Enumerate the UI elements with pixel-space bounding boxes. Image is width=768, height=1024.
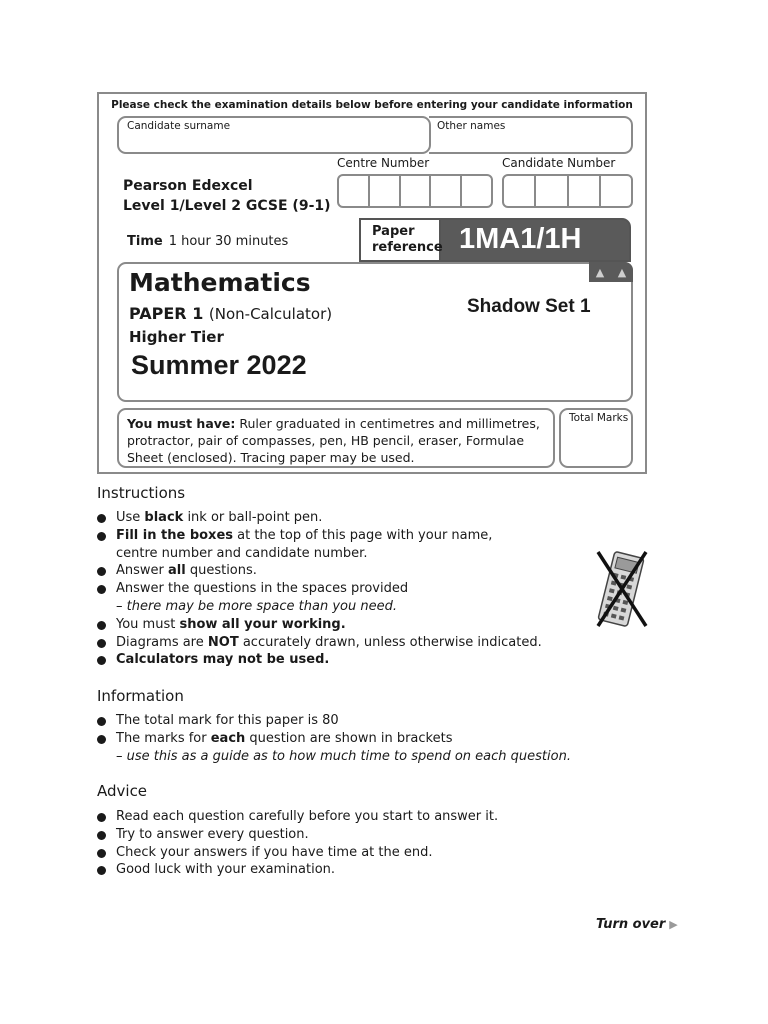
turn-over xyxy=(596,917,678,932)
list-item-emphasis: all xyxy=(168,563,186,579)
list-item-text: You must xyxy=(116,616,180,632)
list-item xyxy=(97,844,498,862)
list-item-text: accurately drawn, unless otherwise indicated. xyxy=(238,634,542,650)
list-item-text: Try to answer every question. xyxy=(116,826,309,842)
list-item-text: Diagrams are xyxy=(116,634,208,650)
exam-header-form xyxy=(97,92,647,474)
list-item-note: – use this as a guide as to how much time to spend on each question. xyxy=(116,748,571,764)
list-item-emphasis: NOT xyxy=(207,634,239,650)
information-heading: Information xyxy=(97,687,184,705)
must-have-text xyxy=(127,415,543,466)
paper-number xyxy=(129,304,332,323)
centre-number-label: Centre Number xyxy=(337,156,430,170)
exam-session: Summer 2022 xyxy=(131,350,307,380)
candidate-digit-box[interactable] xyxy=(536,176,568,206)
list-item xyxy=(97,826,498,844)
paper-number-text: PAPER 1 xyxy=(129,304,204,323)
list-item-text: Read each question carefully before you start to answer it. xyxy=(116,809,499,824)
advice-list xyxy=(97,808,498,879)
candidate-digit-box[interactable] xyxy=(569,176,601,206)
list-item-text: Check your answers if you have time at the end. xyxy=(116,844,433,860)
list-item-text: questions. xyxy=(185,563,257,579)
list-item-text: Answer the questions in the spaces provided xyxy=(116,581,409,597)
other-names-label: Other names xyxy=(437,120,506,132)
paper-reference-label xyxy=(361,220,441,260)
paper-code: 1MA1/1H xyxy=(459,223,582,255)
list-item-text: ink or ball-point pen. xyxy=(183,510,323,525)
no-calculator-icon xyxy=(592,548,650,630)
tier: Higher Tier xyxy=(129,328,224,346)
list-item xyxy=(97,616,542,634)
arrow-tabs xyxy=(589,262,633,282)
turn-over-text: Turn over xyxy=(596,917,666,932)
paper-reference xyxy=(359,218,631,262)
exam-board xyxy=(123,176,331,216)
list-item xyxy=(97,712,571,730)
list-item-text: Answer xyxy=(116,563,169,579)
list-item-emphasis: each xyxy=(210,730,246,746)
advice-heading: Advice xyxy=(97,782,148,800)
candidate-number-boxes[interactable] xyxy=(502,174,633,208)
list-item xyxy=(97,861,498,879)
candidate-surname-label: Candidate surname xyxy=(127,120,231,132)
list-item-emphasis: show all your working. xyxy=(179,616,346,632)
list-item-note: – there may be more space than you need. xyxy=(116,598,397,614)
candidate-surname-field[interactable] xyxy=(117,116,431,154)
total-marks-box[interactable] xyxy=(559,408,633,468)
candidate-number-label: Candidate Number xyxy=(502,156,616,170)
qualification-level: Level 1/Level 2 GCSE (9-1) xyxy=(123,198,331,214)
list-item xyxy=(97,545,542,563)
list-item-text: centre number and candidate number. xyxy=(116,545,368,561)
centre-digit-box[interactable] xyxy=(339,176,370,206)
paper-ref-line1: Paper xyxy=(372,224,415,239)
exam-board-name: Pearson Edexcel xyxy=(123,178,253,194)
play-arrow-icon: ▶ xyxy=(669,918,678,931)
up-arrow-icon: ▲ xyxy=(617,265,627,279)
total-marks-label: Total Marks xyxy=(569,412,629,424)
centre-digit-box[interactable] xyxy=(401,176,432,206)
list-item-text: The marks for xyxy=(116,730,211,746)
list-item xyxy=(97,509,542,527)
centre-digit-box[interactable] xyxy=(370,176,401,206)
up-arrow-icon: ▲ xyxy=(595,265,605,279)
must-have-box xyxy=(117,408,555,468)
paper-type: (Non-Calculator) xyxy=(208,305,333,323)
list-item-text: at the top of this page with your name, xyxy=(233,527,493,543)
instructions-list xyxy=(97,509,542,669)
time-allowed xyxy=(127,234,288,249)
list-item xyxy=(97,730,571,748)
time-value: 1 hour 30 minutes xyxy=(168,234,289,249)
list-item xyxy=(97,527,542,545)
list-item-emphasis: Fill in the boxes xyxy=(116,527,233,543)
time-label: Time xyxy=(127,234,163,249)
other-names-field[interactable] xyxy=(429,116,633,154)
list-item xyxy=(97,748,571,766)
centre-digit-box[interactable] xyxy=(462,176,491,206)
paper-ref-line2: reference xyxy=(372,240,443,255)
set-label: Shadow Set 1 xyxy=(467,296,591,317)
list-item xyxy=(97,651,542,669)
information-list xyxy=(97,712,571,765)
list-item-text: The total mark for this paper is 80 xyxy=(116,713,339,728)
list-item xyxy=(97,562,542,580)
candidate-digit-box[interactable] xyxy=(504,176,536,206)
list-item xyxy=(97,598,542,616)
centre-digit-box[interactable] xyxy=(431,176,462,206)
must-have-items: Ruler graduated in centimetres and millimetres, protractor, pair of compasses, pen, HB pencil, eraser, Formulae Sheet (enclosed). Tracing paper may be used. xyxy=(127,416,540,465)
instructions-heading: Instructions xyxy=(97,484,186,502)
list-item xyxy=(97,808,498,826)
list-item-text: Use xyxy=(116,510,145,525)
list-item-emphasis: black xyxy=(144,510,184,525)
list-item-text: Good luck with your examination. xyxy=(116,862,336,878)
list-item-text: question are shown in brackets xyxy=(245,730,453,746)
candidate-digit-box[interactable] xyxy=(601,176,631,206)
list-item xyxy=(97,580,542,598)
paper-title-box xyxy=(117,262,633,402)
list-item-emphasis: Calculators may not be used. xyxy=(116,652,330,668)
centre-number-boxes[interactable] xyxy=(337,174,493,208)
must-have-label: You must have: xyxy=(127,416,236,431)
subject-title: Mathematics xyxy=(129,268,311,297)
check-details-note: Please check the examination details below before entering your candidate information xyxy=(111,99,633,111)
list-item xyxy=(97,634,542,652)
